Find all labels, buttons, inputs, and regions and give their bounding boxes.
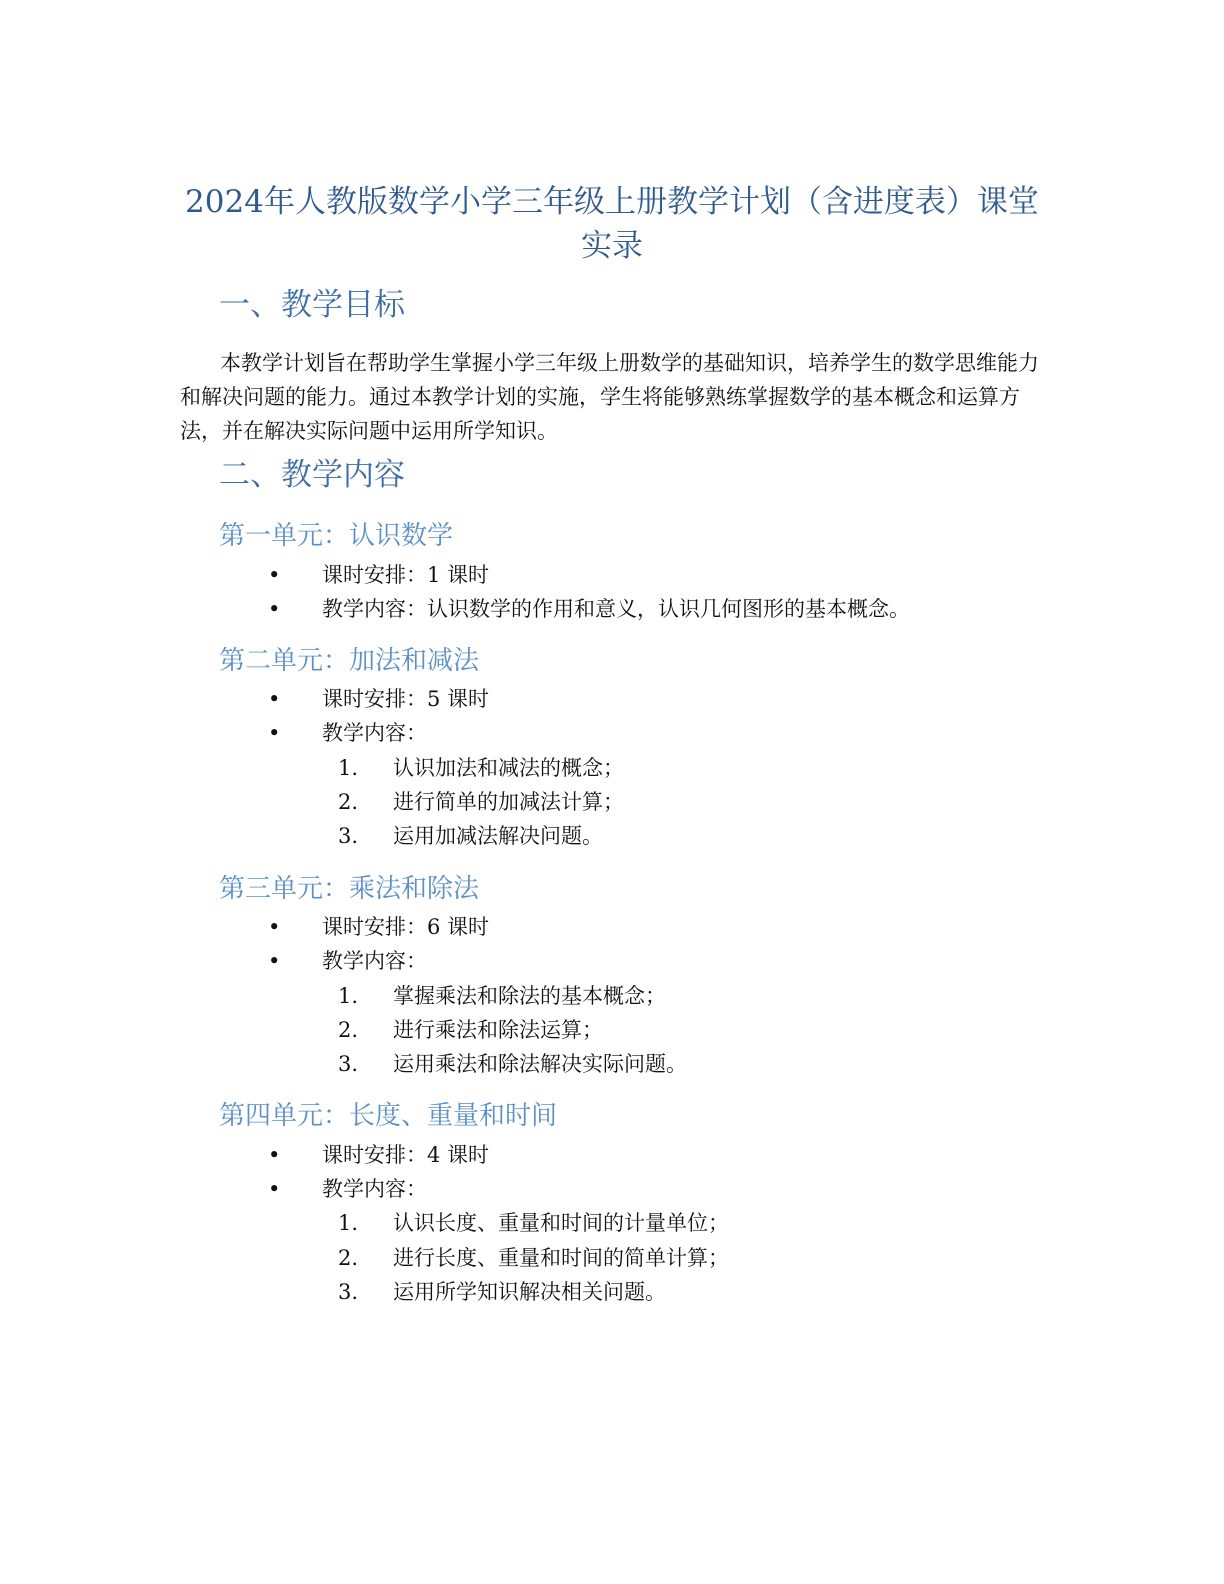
list-item (0, 560, 1224, 590)
list-item (0, 946, 1224, 976)
item-number: 3. (338, 1052, 359, 1076)
item-number: 2. (338, 1018, 359, 1042)
section-heading-goal: 一、教学目标 (219, 287, 405, 323)
item-number: 1. (338, 1211, 359, 1235)
item-text: 进行简单的加减法计算； (393, 790, 624, 814)
list-item (0, 1174, 1224, 1204)
unit-content: 教学内容：认识数学的作用和意义，认识几何图形的基本概念。 (322, 597, 910, 621)
list-item (0, 1140, 1224, 1170)
numbered-item (0, 787, 1224, 817)
numbered-item (0, 753, 1224, 783)
item-number: 2. (338, 1246, 359, 1270)
item-text: 认识加法和减法的概念； (393, 756, 624, 780)
numbered-item (0, 981, 1224, 1011)
bullet-marker: • (268, 949, 281, 973)
unit-content: 教学内容： (322, 1177, 427, 1201)
item-text: 运用加减法解决问题。 (393, 824, 603, 848)
numbered-item (0, 1243, 1224, 1273)
numbered-item (0, 1208, 1224, 1238)
bullet-marker: • (268, 721, 281, 745)
unit-hours: 课时安排：4 课时 (322, 1143, 490, 1167)
unit-hours: 课时安排：6 课时 (322, 915, 490, 939)
goal-paragraph: 本教学计划旨在帮助学生掌握小学三年级上册数学的基础知识，培养学生的数学思维能力和解决问题的能力。通过本教学计划的实施，学生将能够熟练掌握数学的基本概念和运算方法，并在解决实际问题中运用所学知识。 (180, 351, 1039, 443)
item-text: 运用所学知识解决相关问题。 (393, 1280, 666, 1304)
unit-hours: 课时安排：5 课时 (322, 687, 490, 711)
bullet-marker: • (268, 1177, 281, 1201)
numbered-item (0, 1049, 1224, 1079)
bullet-marker: • (268, 915, 281, 939)
item-number: 2. (338, 790, 359, 814)
item-text: 掌握乘法和除法的基本概念； (393, 984, 666, 1008)
list-item (0, 684, 1224, 714)
bullet-marker: • (268, 597, 281, 621)
bullet-marker: • (268, 687, 281, 711)
list-item (0, 594, 1224, 624)
unit-title: 第三单元：乘法和除法 (219, 874, 480, 904)
unit-hours: 课时安排：1 课时 (322, 563, 490, 587)
unit-title: 第二单元：加法和减法 (219, 646, 480, 676)
document-title: 2024年人教版数学小学三年级上册教学计划（含进度表）课堂实录 (185, 184, 1039, 264)
bullet-marker: • (268, 1143, 281, 1167)
unit-title: 第一单元：认识数学 (219, 521, 454, 551)
section-heading-content: 二、教学内容 (219, 457, 405, 493)
list-item (0, 912, 1224, 942)
item-number: 3. (338, 824, 359, 848)
item-number: 3. (338, 1280, 359, 1304)
unit-title: 第四单元：长度、重量和时间 (219, 1101, 558, 1131)
list-item (0, 718, 1224, 748)
item-text: 运用乘法和除法解决实际问题。 (393, 1052, 687, 1076)
item-text: 认识长度、重量和时间的计量单位； (393, 1211, 729, 1235)
numbered-item (0, 1277, 1224, 1307)
unit-content: 教学内容： (322, 949, 427, 973)
numbered-item (0, 1015, 1224, 1045)
numbered-item (0, 821, 1224, 851)
item-number: 1. (338, 756, 359, 780)
item-number: 1. (338, 984, 359, 1008)
item-text: 进行长度、重量和时间的简单计算； (393, 1246, 729, 1270)
bullet-marker: • (268, 563, 281, 587)
unit-content: 教学内容： (322, 721, 427, 745)
item-text: 进行乘法和除法运算； (393, 1018, 603, 1042)
